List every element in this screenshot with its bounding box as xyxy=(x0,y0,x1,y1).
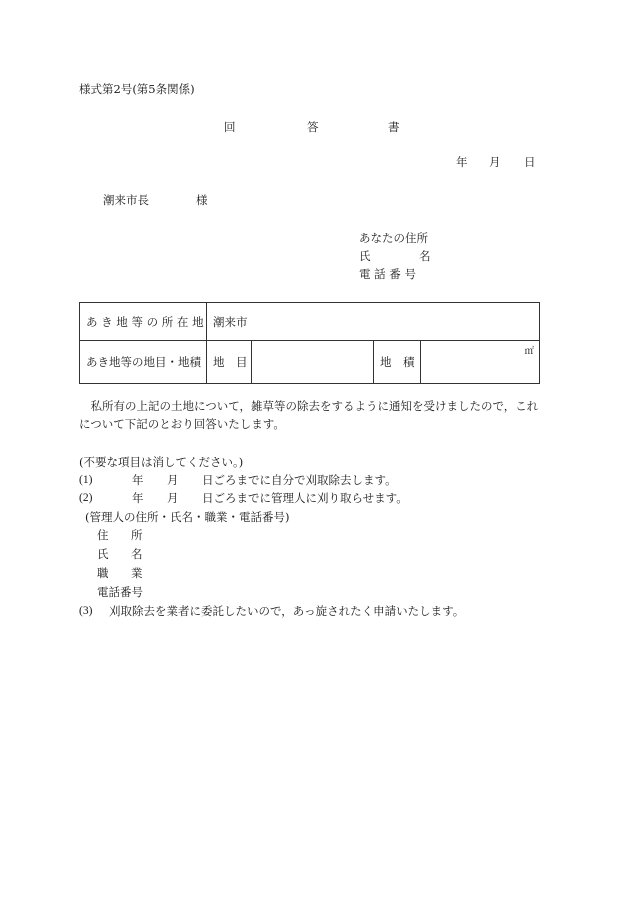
table-row xyxy=(80,303,540,341)
option-text: 刈取除去を業者に委託したいので，あっ旋されたく申請いたします。 xyxy=(109,604,465,618)
sender-name-label: 名 xyxy=(419,249,431,263)
land-info-table xyxy=(79,302,540,384)
manager-name-label: 氏 xyxy=(97,547,109,561)
date-month: 月 xyxy=(489,155,501,169)
body-line: について下記のとおり回答いたします。 xyxy=(79,417,285,431)
location-label: あ き 地 等 の 所 在 地 xyxy=(80,303,207,341)
location-value[interactable]: 潮来市 xyxy=(207,303,540,341)
date-day: 日 xyxy=(524,155,536,169)
title-char: 回 xyxy=(224,120,236,134)
sender-phone-label: 電 話 番 号 xyxy=(359,267,416,281)
category-label: あき地等の地目・地積 xyxy=(80,341,207,384)
area-unit: ㎡ xyxy=(524,346,534,357)
manager-name-label: 名 xyxy=(131,547,143,561)
sender-name-label: 氏 xyxy=(359,249,371,263)
manager-header: (管理人の住所・氏名・職業・電話番号) xyxy=(85,510,290,524)
manager-job-label: 職 xyxy=(97,566,109,580)
table-row xyxy=(80,341,540,384)
body-line: 私所有の上記の土地について，雑草等の除去をするように通知を受けましたので，これ xyxy=(79,399,539,413)
option-month: 月 xyxy=(167,491,179,505)
option-month: 月 xyxy=(167,473,179,487)
option-year: 年 xyxy=(132,491,144,505)
form-number: 様式第2号(第5条関係) xyxy=(79,82,195,96)
option-number: (3) xyxy=(79,605,93,617)
option-year: 年 xyxy=(132,473,144,487)
option-text: 日ごろまでに自分で刈取除去します。 xyxy=(202,473,397,487)
addressee-honorific: 様 xyxy=(196,193,208,207)
addressee-name: 潮来市長 xyxy=(103,193,149,207)
title-char: 答 xyxy=(307,120,319,134)
option-number: (2) xyxy=(79,492,93,504)
option-number: (1) xyxy=(79,474,93,486)
title-char: 書 xyxy=(388,120,400,134)
option-text: 日ごろまでに管理人に刈り取らせます。 xyxy=(202,491,408,505)
options-note: (不要な項目は消してください。) xyxy=(79,455,244,469)
manager-address-label: 住 xyxy=(97,528,109,542)
sender-address-label: あなたの住所 xyxy=(359,231,428,245)
chimoku-label: 地 目 xyxy=(207,341,252,384)
manager-address-label: 所 xyxy=(131,528,143,542)
chiseki-label: 地 積 xyxy=(374,341,421,384)
chimoku-field[interactable] xyxy=(252,341,374,384)
manager-phone-label: 電話番号 xyxy=(97,585,143,599)
manager-job-label: 業 xyxy=(131,566,143,580)
chiseki-field[interactable] xyxy=(421,341,540,384)
date-year: 年 xyxy=(456,155,468,169)
